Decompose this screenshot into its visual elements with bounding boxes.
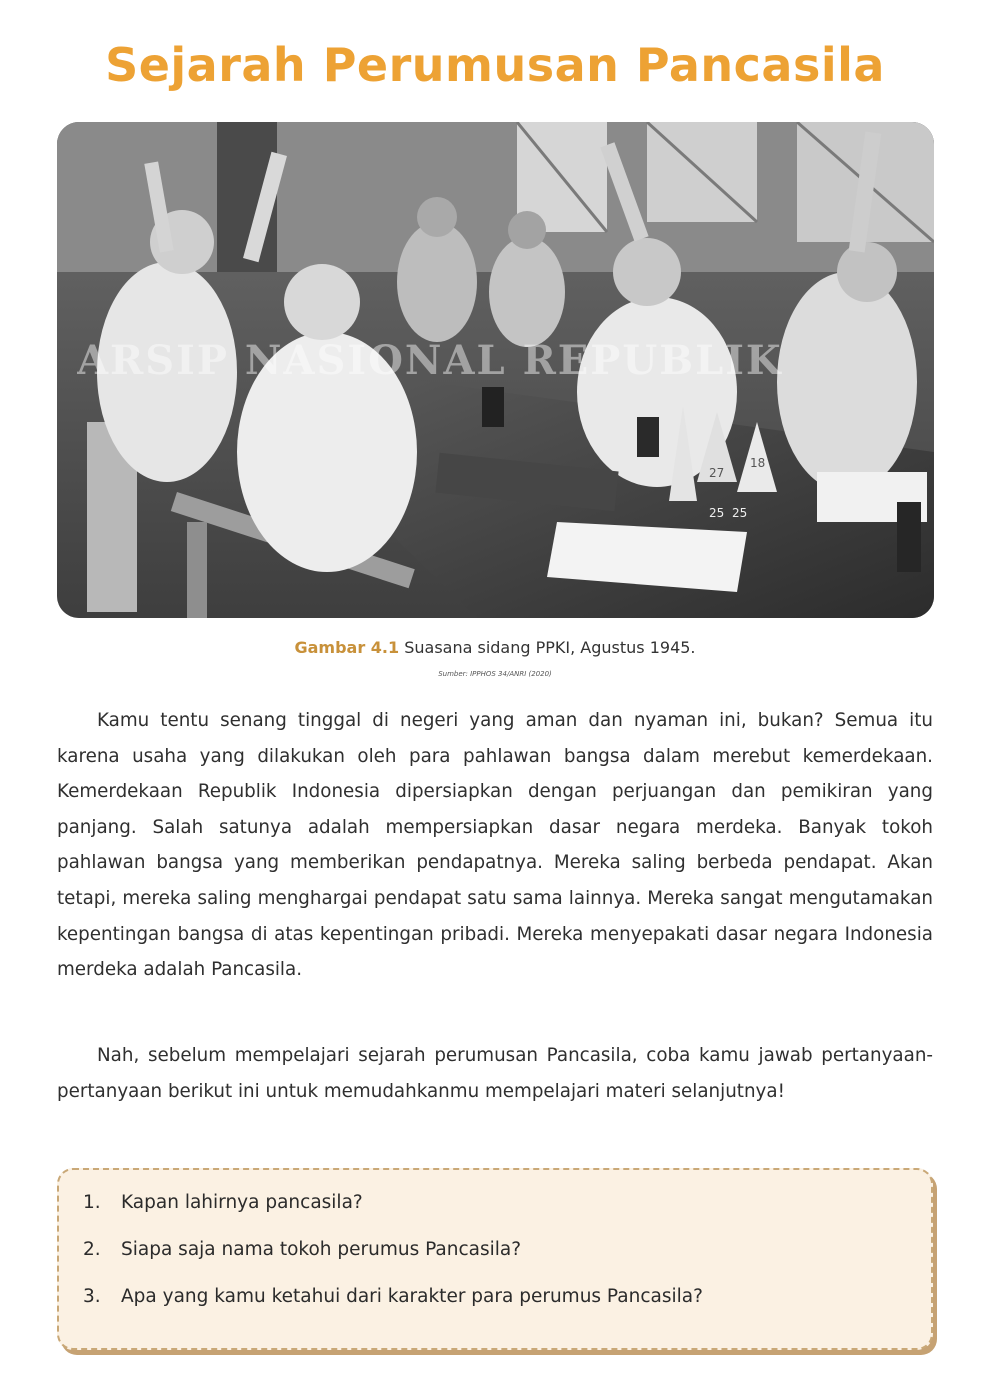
figure-source: Sumber: IPPHOS 34/ANRI (2020) — [438, 670, 552, 678]
question-number: 2. — [83, 1239, 101, 1260]
name-plate-number: 25 — [709, 506, 725, 520]
figure-caption-text: Suasana sidang PPKI, Agustus 1945. — [399, 638, 696, 657]
question-number: 3. — [83, 1286, 101, 1307]
ppki-session-photo — [57, 122, 934, 618]
figure-caption — [0, 638, 990, 657]
figure-label: Gambar 4.1 — [294, 638, 400, 657]
name-plate-number: 25 — [732, 506, 748, 520]
intro-paragraph: Kamu tentu senang tinggal di negeri yang aman dan nyaman ini, bukan? Semua itu karena usaha yang dilakukan oleh para pahlawan bangsa dalam merebut kemerdekaan. Kemerdekaan Republik Indonesia dipersiapkan dengan perjuangan dan pemikiran yang panjang. Salah satunya adalah mempersiapkan dasar negara merdeka. Banyak tokoh pahlawan bangsa yang memberikan pendapatnya. Mereka saling berbeda pendapat. Akan tetapi, mereka saling menghargai pendapat satu sama lainnya. Mereka sangat mengutamakan kepentingan bangsa di atas kepentingan pribadi. Mereka menyepakati dasar negara Indonesia merdeka adalah Pancasila. — [57, 710, 933, 981]
name-plate-number: 18 — [750, 456, 766, 470]
name-plate-number: 27 — [709, 466, 725, 480]
page-title: Sejarah Perumusan Pancasila — [105, 38, 885, 92]
question-list — [83, 1192, 903, 1333]
question-item — [83, 1239, 903, 1286]
question-text: Apa yang kamu ketahui dari karakter para perumus Pancasila? — [121, 1286, 703, 1307]
question-item — [83, 1192, 903, 1239]
archive-watermark: ARSIP NASIONAL REPUBLIK — [77, 337, 783, 384]
question-number: 1. — [83, 1192, 101, 1213]
instruction-paragraph: Nah, sebelum mempelajari sejarah perumusan Pancasila, coba kamu jawab pertanyaan-pertanyaan berikut ini untuk memudahkanmu mempelajari materi selanjutnya! — [57, 1045, 933, 1102]
question-box — [57, 1168, 933, 1350]
question-text: Siapa saja nama tokoh perumus Pancasila? — [121, 1239, 522, 1260]
question-text: Kapan lahirnya pancasila? — [121, 1192, 363, 1213]
question-item — [83, 1286, 903, 1333]
